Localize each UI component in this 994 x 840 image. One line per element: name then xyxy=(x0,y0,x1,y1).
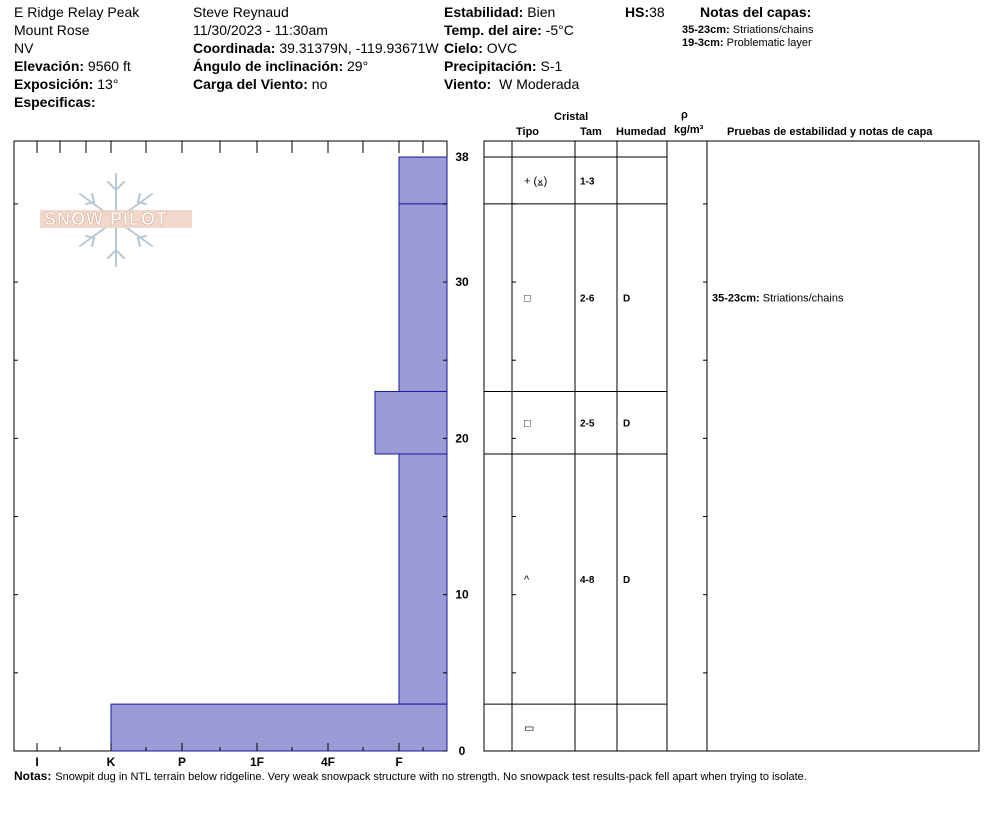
size-header: Tam xyxy=(580,126,602,138)
layer-test-note-range: 35-23cm: xyxy=(712,292,763,305)
hs-value: 38 xyxy=(649,4,665,20)
aspect-value: 13° xyxy=(97,76,119,92)
crystal-header: Cristal xyxy=(554,111,589,123)
x-tick-label: P xyxy=(177,755,187,769)
crystal-type-glyph: + (⨱) xyxy=(524,175,548,188)
crystal-moisture: D xyxy=(623,418,631,430)
notes-label: Notas: xyxy=(14,769,52,783)
x-tick-label: F xyxy=(395,755,403,769)
stability-label: Estabilidad: xyxy=(444,4,524,20)
x-tick-label: K xyxy=(106,755,116,769)
air-temp-value: -5°C xyxy=(545,22,574,38)
observation-datetime: 11/30/2023 - 11:30am xyxy=(193,22,328,38)
footer-notes xyxy=(14,767,807,784)
layer-note-text: Striations/chains xyxy=(732,24,814,36)
observer-name: Steve Reynaud xyxy=(193,4,289,20)
notes-text: Snowpit dug in NTL terrain below ridgeline. Very weak snowpack structure with no strength. No snowpack test results-pack fell apart when trying to isolate. xyxy=(55,771,807,783)
hardness-bar xyxy=(399,157,447,204)
layer-note-text: Problematic layer xyxy=(726,37,812,49)
state-name: NV xyxy=(14,40,34,56)
density-unit: kg/m³ xyxy=(674,124,704,136)
y-tick-label: 10 xyxy=(455,587,469,602)
coordinate-label: Coordinada: xyxy=(193,40,276,56)
sky-label: Cielo: xyxy=(444,40,483,56)
crystal-type-glyph: □ xyxy=(524,417,531,430)
wind-load-label: Carga del Viento: xyxy=(193,76,308,92)
y-tick-label: 20 xyxy=(455,431,469,446)
hardness-bar xyxy=(375,391,447,454)
slope-value: 29° xyxy=(347,58,369,74)
crystal-moisture: D xyxy=(623,575,631,587)
type-header: Tipo xyxy=(516,126,540,138)
hardness-bar xyxy=(111,704,447,751)
crystal-size: 4-8 xyxy=(580,575,595,587)
hardness-bar xyxy=(399,204,447,392)
layer-test-note-text: Striations/chains xyxy=(762,292,844,305)
layer-note-range: 19-3cm: xyxy=(682,37,724,49)
precip-label: Precipitación: xyxy=(444,58,537,74)
air-temp-label: Temp. del aire: xyxy=(444,22,542,38)
wind-load-value: no xyxy=(311,76,328,92)
x-tick-label: 4F xyxy=(320,755,336,769)
precip-value: S-1 xyxy=(540,58,563,74)
tests-header: Pruebas de estabilidad y notas de capa xyxy=(727,126,933,138)
layer-notes-title: Notas del capas: xyxy=(700,4,812,20)
layer-test-note xyxy=(712,293,844,305)
y-tick-label: 38 xyxy=(455,150,469,164)
logo-text: SNOW PILOT xyxy=(44,209,168,229)
crystal-size: 2-5 xyxy=(580,418,595,430)
crystal-type-glyph: ▭ xyxy=(524,722,535,735)
slope-label: Ángulo de inclinación: xyxy=(193,58,344,74)
hardness-bar xyxy=(399,454,447,704)
elevation-value: 9560 ft xyxy=(87,58,131,74)
y-tick-label: 30 xyxy=(455,275,469,290)
crystal-table-frame xyxy=(484,141,979,751)
area-name: Mount Rose xyxy=(14,22,90,38)
density-symbol: ρ xyxy=(681,109,688,121)
sky-value: OVC xyxy=(486,40,518,56)
aspect-label: Exposición: xyxy=(14,76,94,92)
wind-value: W Moderada xyxy=(499,76,580,92)
stability-value: Bien xyxy=(527,4,556,20)
crystal-type-glyph: □ xyxy=(524,292,531,305)
crystal-size: 1-3 xyxy=(580,176,595,188)
specifics-label: Especificas: xyxy=(14,94,96,110)
crystal-moisture: D xyxy=(623,293,631,305)
y-tick-label: 0 xyxy=(458,744,466,758)
elevation-label: Elevación: xyxy=(14,58,85,74)
layer-note-range: 35-23cm: xyxy=(682,24,730,36)
hs-label: HS: xyxy=(625,4,650,20)
coordinate-value: 39.31379N, -119.93671W xyxy=(279,40,439,56)
x-tick-label: I xyxy=(35,755,39,769)
crystal-size: 2-6 xyxy=(580,293,595,305)
moisture-header: Humedad xyxy=(616,126,667,138)
x-tick-label: 1F xyxy=(249,755,265,769)
wind-label: Viento: xyxy=(444,76,492,92)
crystal-type-glyph: ^ xyxy=(524,574,530,587)
location-name: E Ridge Relay Peak xyxy=(14,4,140,20)
